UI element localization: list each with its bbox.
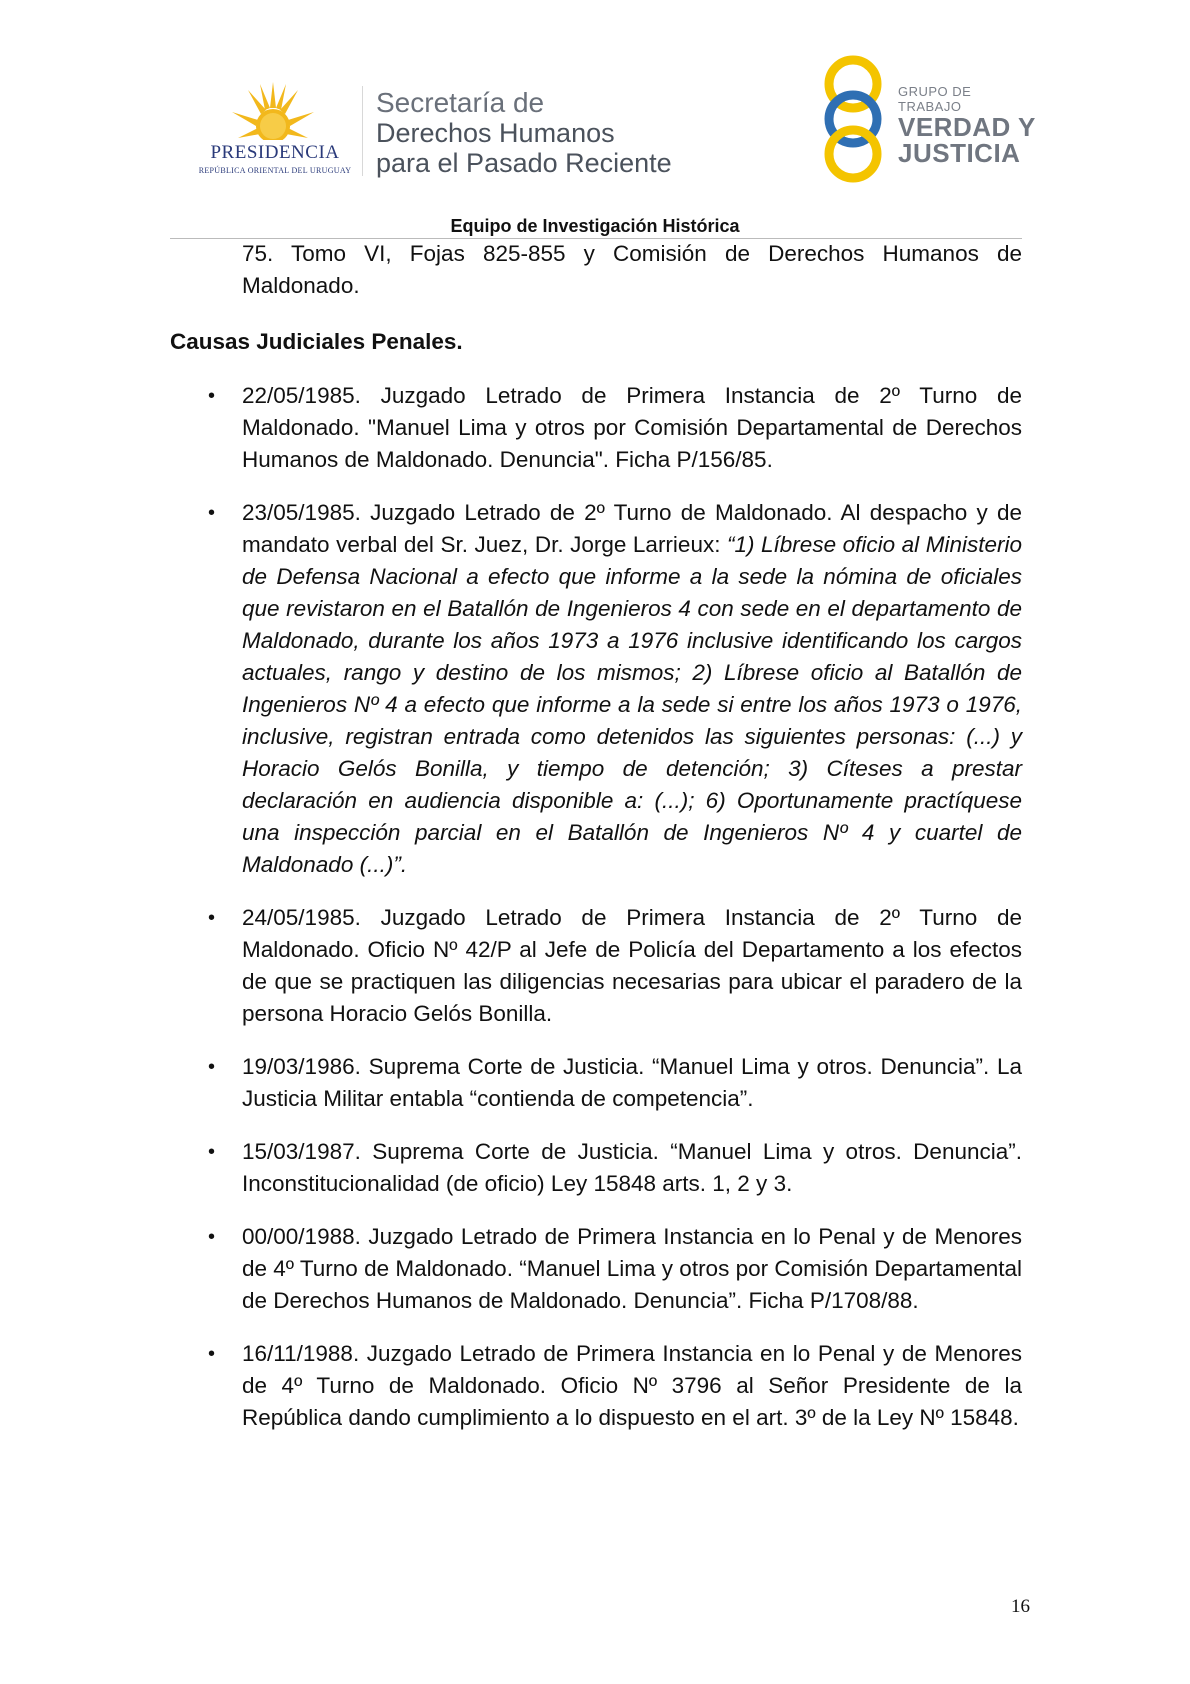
item-text: 24/05/1985. Juzgado Letrado de Primera Instancia de 2º Turno de Maldonado. Oficio Nº 42/P al Jefe de Policía del Departamento a los efectos de que se practiquen las diligencias necesarias para ubicar el paradero de la persona Horacio Gelós Bonilla.	[242, 905, 1022, 1026]
item-text: 23/05/1985. Juzgado Letrado de 2º Turno de Maldonado. Al despacho y de mandato verbal del Sr. Juez, Dr. Jorge Larrieux:	[242, 500, 1022, 557]
item-text: 00/00/1988. Juzgado Letrado de Primera Instancia en lo Penal y de Menores de 4º Turno de Maldonado. “Manuel Lima y otros por Comisión Departamental de Derechos Humanos de Maldonado. Denuncia”. Ficha P/1708/88.	[242, 1224, 1022, 1313]
interlocked-rings-icon	[818, 54, 888, 184]
presidencia-logo	[190, 80, 360, 180]
team-title: Equipo de Investigación Histórica	[450, 216, 740, 236]
list-item	[170, 380, 1022, 476]
item-text: 19/03/1986. Suprema Corte de Justicia. “Manuel Lima y otros. Denuncia”. La Justicia Militar entabla “contienda de competencia”.	[242, 1054, 1022, 1111]
item-text: 16/11/1988. Juzgado Letrado de Primera Instancia en lo Penal y de Menores de 4º Turno de Maldonado. Oficio Nº 3796 al Señor Presidente de la República dando cumplimiento a lo dispuesto en el art. 3º de la Ley Nº 15848.	[242, 1341, 1022, 1430]
secretaria-line-1: Secretaría de	[376, 87, 545, 118]
header-divider	[362, 86, 363, 176]
list-item	[170, 1051, 1022, 1115]
item-text: 15/03/1987. Suprema Corte de Justicia. “Manuel Lima y otros. Denuncia”. Inconstitucionalidad (de oficio) Ley 15848 arts. 1, 2 y 3.	[242, 1139, 1022, 1196]
page-header	[0, 0, 1190, 240]
bullet-icon: •	[208, 1141, 216, 1163]
bullet-icon: •	[208, 907, 216, 929]
secretaria-line-3: para el Pasado Reciente	[376, 148, 672, 178]
intro-paragraph: 75. Tomo VI, Fojas 825-855 y Comisión de Derechos Humanos de Maldonado.	[242, 241, 1022, 298]
grupo-line-2: JUSTICIA	[898, 138, 1021, 168]
secretaria-line-2: Derechos Humanos	[376, 118, 615, 148]
list-item	[170, 1136, 1022, 1200]
bullet-icon: •	[208, 1226, 216, 1248]
grupo-trabajo-text	[898, 84, 1038, 166]
section-title: Causas Judiciales Penales.	[170, 329, 463, 354]
grupo-small-label: GRUPO DE TRABAJO	[898, 84, 972, 114]
sun-emblem-icon	[228, 80, 318, 150]
presidencia-text: PRESIDENCIA	[210, 142, 340, 163]
list-item	[170, 497, 1022, 881]
grupo-trabajo-logo	[818, 54, 1038, 184]
bullet-icon: •	[208, 1343, 216, 1365]
secretaria-logo-text	[376, 88, 672, 178]
item-quote: “1) Líbrese oficio al Ministerio de Defensa Nacional a efecto que informe a la sede la nómina de oficiales que revistaron en el Batallón de Ingenieros 4 con sede en el departamento de Maldonado, durante los años 1973 a 1976 inclusive identificando los cargos actuales, rango y destino de los mismos; 2) Líbrese oficio al Batallón de Ingenieros Nº 4 a efecto que informe a la sede si entre los años 1973 o 1976, inclusive, registran entrada como detenidos las siguientes personas: (...) y Horacio Gelós Bonilla, y tiempo de detención; 3) Cíteses a prestar declaración en audiencia disponible a: (...); 6) Oportunamente practíquese una inspección parcial en el Batallón de Ingenieros Nº 4 y cuartel de Maldonado (...)”.	[242, 532, 1022, 877]
presidencia-subtitle: REPÚBLICA ORIENTAL DEL URUGUAY	[198, 166, 352, 175]
bullet-icon: •	[208, 502, 216, 524]
list-item	[170, 902, 1022, 1030]
list-item	[170, 1338, 1022, 1434]
grupo-line-1: VERDAD Y	[898, 112, 1036, 142]
list-item	[170, 1221, 1022, 1317]
item-text: 22/05/1985. Juzgado Letrado de Primera Instancia de 2º Turno de Maldonado. "Manuel Lima y otros por Comisión Departamental de Derechos Humanos de Maldonado. Denuncia". Ficha P/156/85.	[242, 383, 1022, 472]
case-list	[170, 380, 1022, 1434]
bullet-icon: •	[208, 1056, 216, 1078]
document-body	[170, 238, 1022, 1455]
page-number: 16	[1011, 1596, 1030, 1617]
bullet-icon: •	[208, 385, 216, 407]
